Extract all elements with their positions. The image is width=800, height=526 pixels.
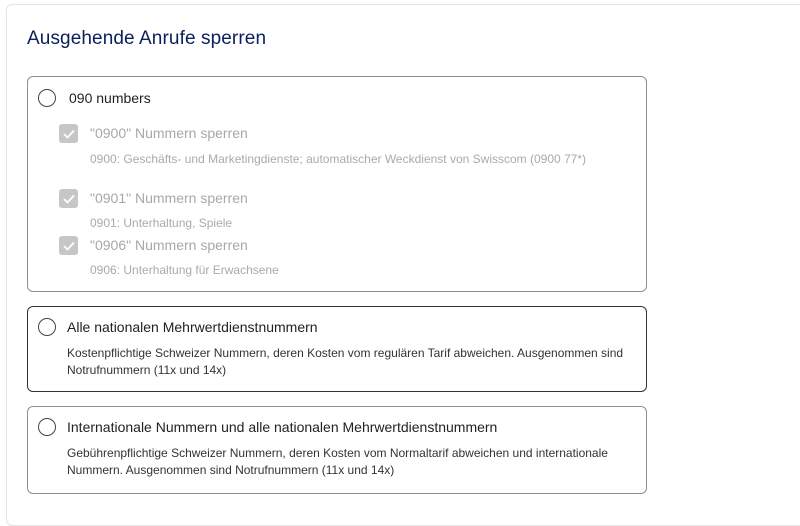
option-international-label: Internationale Nummern und alle nationalen Mehrwertdienstnummern	[67, 419, 498, 435]
checkbox-0900-desc: 0900: Geschäfts- und Marketingdienste; automatischer Weckdienst von Swisscom (0900 77*)	[90, 152, 587, 166]
checkbox-0901-label: "0901" Nummern sperren	[90, 190, 248, 206]
checkbox-0906[interactable]	[59, 236, 78, 255]
option-national-desc: Kostenpflichtige Schweizer Nummern, deren Kosten vom regulären Tarif abweichen. Ausgenommen sind Notrufnummern (11x und 14x)	[67, 346, 624, 377]
checkbox-0901[interactable]	[59, 189, 78, 208]
checkmark-icon	[63, 241, 75, 251]
option-090-label: 090 numbers	[69, 90, 151, 106]
radio-national-premium[interactable]	[38, 318, 56, 336]
option-international-desc: Gebührenpflichtige Schweizer Nummern, deren Kosten vom Normaltarif abweichen und internationale Nummern. Ausgenommen sind Notrufnummern (11x und 14x)	[67, 446, 608, 477]
checkbox-0900[interactable]	[59, 124, 78, 143]
checkbox-0906-desc: 0906: Unterhaltung für Erwachsene	[90, 263, 279, 277]
checkmark-icon	[63, 194, 75, 204]
option-national-premium[interactable]	[27, 306, 647, 392]
option-090-numbers[interactable]	[27, 76, 647, 292]
checkbox-0900-label: "0900" Nummern sperren	[90, 125, 248, 141]
checkmark-icon	[63, 129, 75, 139]
option-international[interactable]	[27, 406, 647, 494]
radio-international[interactable]	[38, 418, 56, 436]
option-national-label: Alle nationalen Mehrwertdienstnummern	[67, 319, 318, 335]
checkbox-0901-desc: 0901: Unterhaltung, Spiele	[90, 216, 233, 230]
page-title: Ausgehende Anrufe sperren	[27, 28, 267, 49]
checkbox-0906-label: "0906" Nummern sperren	[90, 237, 248, 253]
radio-090-numbers[interactable]	[38, 89, 56, 107]
